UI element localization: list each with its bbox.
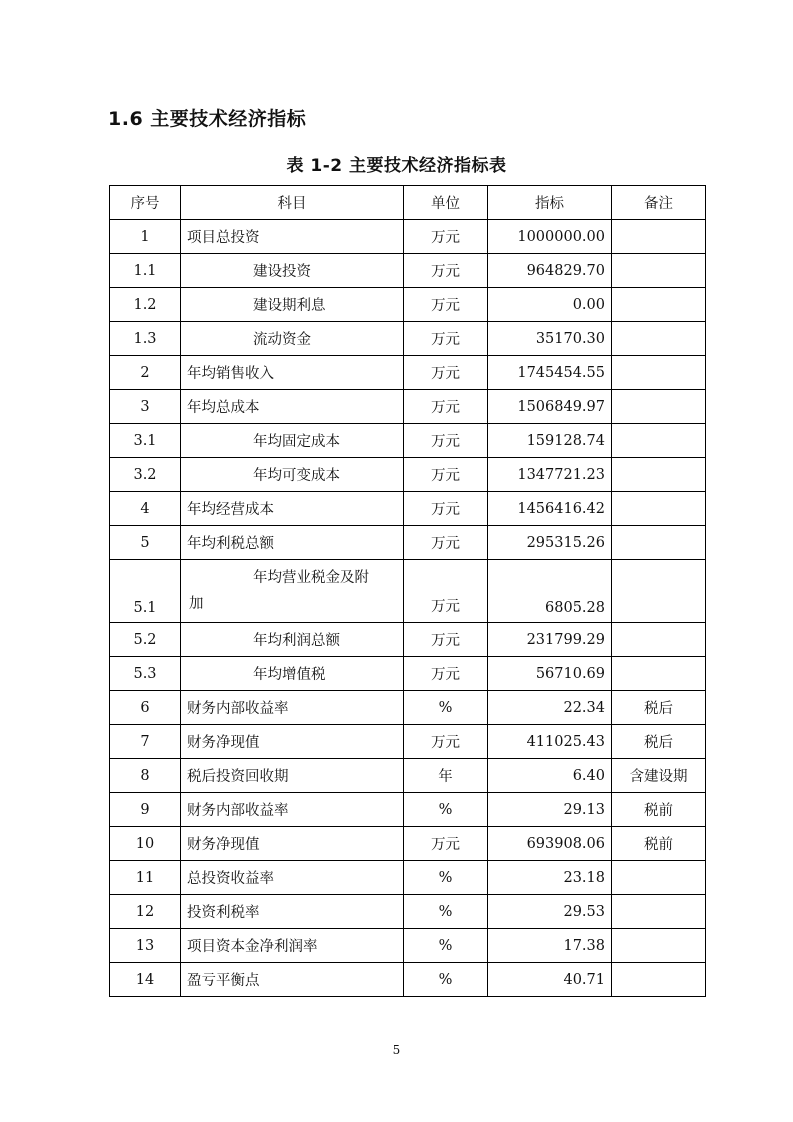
table-row	[110, 390, 706, 424]
table-row	[110, 793, 706, 827]
row-seq: 3	[110, 390, 181, 424]
row-seq: 10	[110, 827, 181, 861]
row-note	[612, 895, 706, 929]
row-item: 项目资本金净利润率	[181, 929, 404, 963]
row-note	[612, 288, 706, 322]
column-header-seq: 序号	[110, 186, 181, 220]
row-unit: 万元	[404, 356, 488, 390]
row-value: 56710.69	[488, 657, 612, 691]
row-value: 6.40	[488, 759, 612, 793]
row-unit: 万元	[404, 458, 488, 492]
row-seq: 14	[110, 963, 181, 997]
indicators-table	[109, 185, 706, 997]
row-note: 含建设期	[612, 759, 706, 793]
row-seq: 1.2	[110, 288, 181, 322]
row-note	[612, 220, 706, 254]
row-seq: 5	[110, 526, 181, 560]
table-row	[110, 560, 706, 623]
row-value: 0.00	[488, 288, 612, 322]
row-seq: 3.1	[110, 424, 181, 458]
row-value: 35170.30	[488, 322, 612, 356]
page-number: 5	[392, 1043, 401, 1057]
row-unit: %	[404, 793, 488, 827]
table-row	[110, 929, 706, 963]
row-unit: 万元	[404, 560, 488, 623]
table-row	[110, 356, 706, 390]
row-value: 1456416.42	[488, 492, 612, 526]
table-row	[110, 759, 706, 793]
section-heading: 1.6 主要技术经济指标	[108, 108, 307, 130]
table-row	[110, 861, 706, 895]
table-row	[110, 492, 706, 526]
row-item: 财务内部收益率	[181, 691, 404, 725]
table-row	[110, 458, 706, 492]
row-unit: 万元	[404, 254, 488, 288]
row-value: 411025.43	[488, 725, 612, 759]
table-row	[110, 220, 706, 254]
row-value: 295315.26	[488, 526, 612, 560]
row-value: 17.38	[488, 929, 612, 963]
row-seq: 9	[110, 793, 181, 827]
row-unit: %	[404, 691, 488, 725]
row-item-line-1: 年均营业税金及附	[253, 570, 369, 586]
row-seq: 2	[110, 356, 181, 390]
row-item: 建设投资	[181, 254, 404, 288]
row-value: 693908.06	[488, 827, 612, 861]
row-item: 盈亏平衡点	[181, 963, 404, 997]
table-row	[110, 288, 706, 322]
row-unit: 万元	[404, 492, 488, 526]
row-note: 税前	[612, 827, 706, 861]
row-item: 年均增值税	[181, 657, 404, 691]
row-unit: 万元	[404, 526, 488, 560]
table-row	[110, 424, 706, 458]
table-row	[110, 657, 706, 691]
column-header-item: 科目	[181, 186, 404, 220]
row-item: 财务净现值	[181, 827, 404, 861]
row-seq: 1.1	[110, 254, 181, 288]
row-item: 财务净现值	[181, 725, 404, 759]
row-note	[612, 657, 706, 691]
row-note	[612, 322, 706, 356]
row-item	[181, 560, 404, 623]
row-unit: %	[404, 861, 488, 895]
row-item: 年均利润总额	[181, 623, 404, 657]
table-row	[110, 623, 706, 657]
row-note	[612, 356, 706, 390]
table-row	[110, 526, 706, 560]
row-item: 项目总投资	[181, 220, 404, 254]
row-seq: 8	[110, 759, 181, 793]
row-value: 159128.74	[488, 424, 612, 458]
row-seq: 1.3	[110, 322, 181, 356]
row-value: 231799.29	[488, 623, 612, 657]
table-row	[110, 725, 706, 759]
row-unit: 年	[404, 759, 488, 793]
row-value: 23.18	[488, 861, 612, 895]
row-seq: 5.1	[110, 560, 181, 623]
row-value: 29.13	[488, 793, 612, 827]
row-item: 建设期利息	[181, 288, 404, 322]
row-item-line-2: 加	[189, 596, 204, 612]
row-note	[612, 861, 706, 895]
row-item: 年均销售收入	[181, 356, 404, 390]
row-value: 29.53	[488, 895, 612, 929]
row-item: 年均可变成本	[181, 458, 404, 492]
row-seq: 13	[110, 929, 181, 963]
row-note	[612, 623, 706, 657]
row-item: 年均经营成本	[181, 492, 404, 526]
row-seq: 7	[110, 725, 181, 759]
row-unit: 万元	[404, 424, 488, 458]
row-seq: 5.3	[110, 657, 181, 691]
table-header-row	[110, 186, 706, 220]
row-item: 流动资金	[181, 322, 404, 356]
row-value: 1745454.55	[488, 356, 612, 390]
table-row	[110, 895, 706, 929]
column-header-value: 指标	[488, 186, 612, 220]
row-note: 税后	[612, 725, 706, 759]
row-item: 年均固定成本	[181, 424, 404, 458]
row-value: 22.34	[488, 691, 612, 725]
row-value: 1347721.23	[488, 458, 612, 492]
row-item: 总投资收益率	[181, 861, 404, 895]
row-item: 投资利税率	[181, 895, 404, 929]
row-unit: 万元	[404, 827, 488, 861]
row-value: 1506849.97	[488, 390, 612, 424]
row-note	[612, 424, 706, 458]
row-seq: 1	[110, 220, 181, 254]
row-unit: 万元	[404, 390, 488, 424]
row-seq: 6	[110, 691, 181, 725]
row-unit: %	[404, 929, 488, 963]
row-unit: 万元	[404, 725, 488, 759]
row-note: 税后	[612, 691, 706, 725]
row-unit: 万元	[404, 220, 488, 254]
row-seq: 12	[110, 895, 181, 929]
table-caption: 表 1-2 主要技术经济指标表	[286, 156, 507, 176]
table-row	[110, 691, 706, 725]
column-header-note: 备注	[612, 186, 706, 220]
row-unit: 万元	[404, 657, 488, 691]
row-seq: 11	[110, 861, 181, 895]
row-unit: %	[404, 963, 488, 997]
row-value: 40.71	[488, 963, 612, 997]
table-row	[110, 322, 706, 356]
row-unit: 万元	[404, 288, 488, 322]
row-item: 年均总成本	[181, 390, 404, 424]
table-row	[110, 963, 706, 997]
row-value: 6805.28	[488, 560, 612, 623]
row-note	[612, 929, 706, 963]
row-item: 财务内部收益率	[181, 793, 404, 827]
row-note	[612, 254, 706, 288]
row-value: 1000000.00	[488, 220, 612, 254]
row-note: 税前	[612, 793, 706, 827]
row-seq: 3.2	[110, 458, 181, 492]
table-row	[110, 827, 706, 861]
row-item: 税后投资回收期	[181, 759, 404, 793]
column-header-unit: 单位	[404, 186, 488, 220]
row-unit: 万元	[404, 322, 488, 356]
row-note	[612, 560, 706, 623]
row-seq: 4	[110, 492, 181, 526]
row-note	[612, 492, 706, 526]
row-note	[612, 526, 706, 560]
row-unit: 万元	[404, 623, 488, 657]
row-seq: 5.2	[110, 623, 181, 657]
row-item: 年均利税总额	[181, 526, 404, 560]
row-note	[612, 963, 706, 997]
row-unit: %	[404, 895, 488, 929]
table-row	[110, 254, 706, 288]
row-note	[612, 390, 706, 424]
row-value: 964829.70	[488, 254, 612, 288]
row-note	[612, 458, 706, 492]
